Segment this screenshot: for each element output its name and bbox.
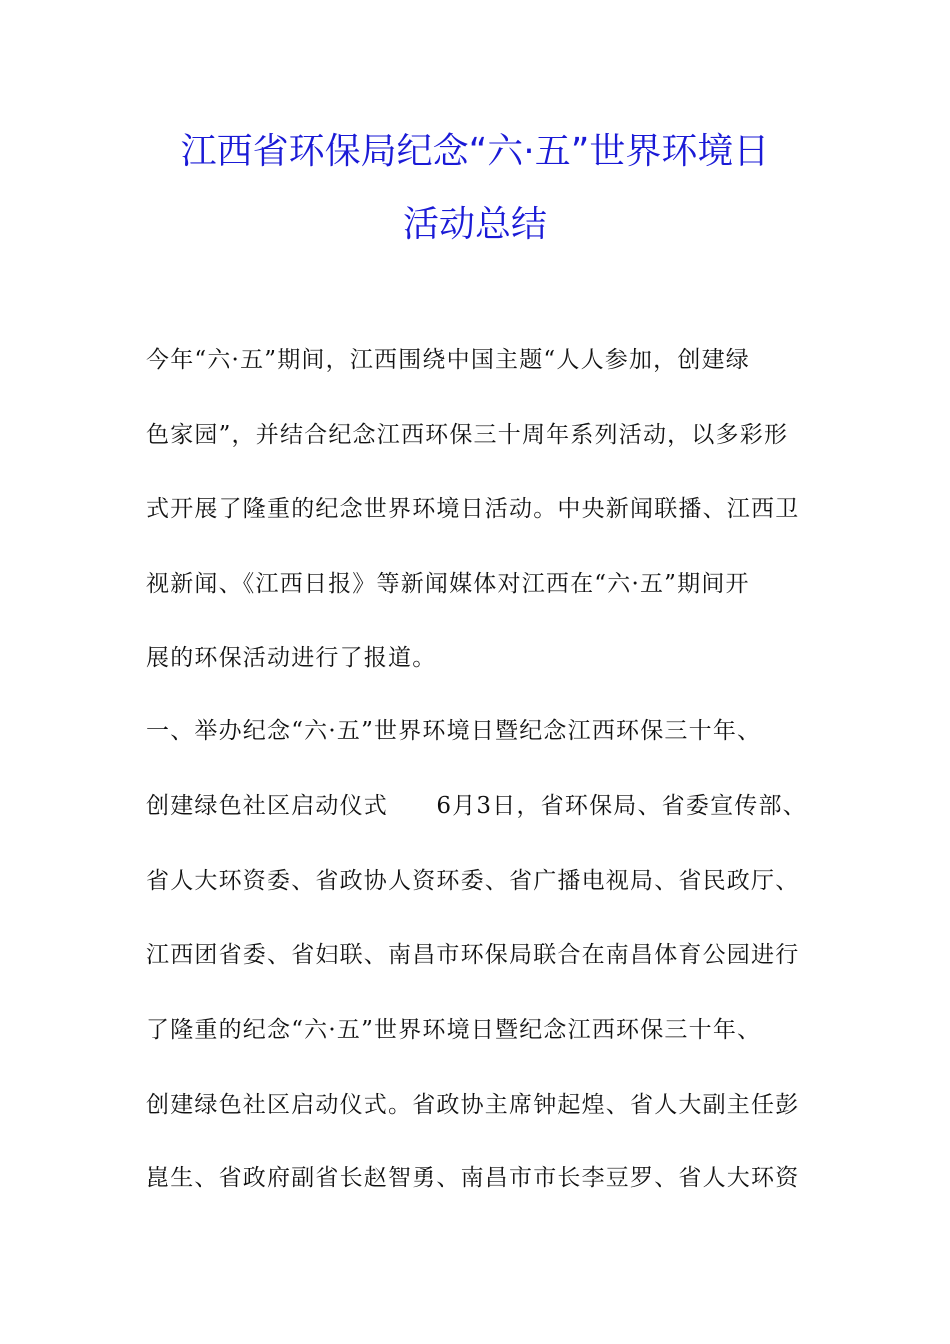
section-heading-line: 一、举办纪念“六·五”世界环境日暨纪念江西环保三十年、 <box>146 718 762 744</box>
body-text-line: 式开展了隆重的纪念世界环境日活动。中央新闻联播、江西卫 <box>146 496 800 522</box>
body-text-line: 创建绿色社区启动仪式。省政协主席钟起煌、省人大副主任彭 <box>146 1092 800 1118</box>
body-text-line: 省人大环资委、省政协人资环委、省广播电视局、省民政厅、 <box>146 868 800 894</box>
body-text-line: 色家园”，并结合纪念江西环保三十周年系列活动，以多彩形 <box>146 422 789 448</box>
document-title: 江西省环保局纪念“六·五”世界环境日 <box>180 131 770 172</box>
body-text-line: 视新闻、《江西日报》等新闻媒体对江西在“六·五”期间开 <box>146 571 750 597</box>
document-title-continued: 活动总结 <box>402 204 547 245</box>
body-text-line: 崑生、省政府副省长赵智勇、南昌市市长李豆罗、省人大环资 <box>146 1165 800 1191</box>
body-text-line: 了隆重的纪念“六·五”世界环境日暨纪念江西环保三十年、 <box>146 1017 762 1043</box>
body-text-line: 展的环保活动进行了报道。 <box>146 645 437 671</box>
body-text-line: 今年“六·五”期间，江西围绕中国主题“人人参加，创建绿 <box>146 347 750 373</box>
body-text-line: 创建绿色社区启动仪式 6月3日，省环保局、省委宣传部、 <box>146 793 807 819</box>
body-text-line: 江西团省委、省妇联、南昌市环保局联合在南昌体育公园进行 <box>146 942 800 968</box>
